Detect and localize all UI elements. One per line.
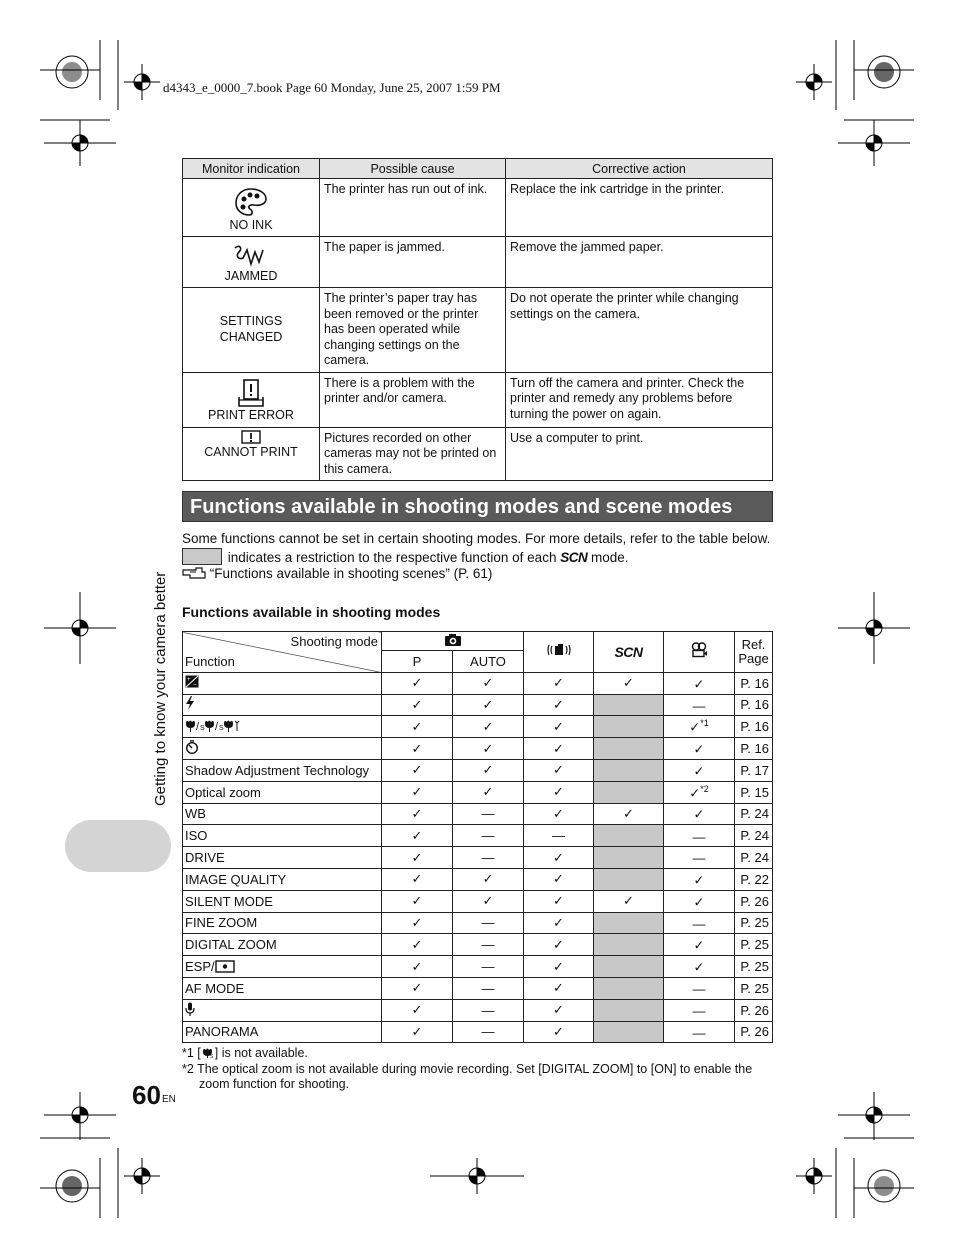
function-name-cell	[183, 825, 382, 847]
cannot-print-icon	[241, 430, 261, 444]
pointing-hand-icon	[182, 566, 206, 580]
movie-mode-cell	[664, 825, 735, 847]
stabilization-mode-cell: ✓	[524, 956, 594, 978]
table-row	[183, 977, 773, 999]
indication-cell	[183, 237, 320, 288]
indication-label: JAMMED	[224, 268, 278, 283]
auto-mode-cell: ✓	[453, 890, 524, 912]
table-row	[183, 999, 773, 1021]
footnote-1	[182, 1046, 774, 1062]
auto-mode-cell: —	[453, 912, 524, 934]
corner-shooting-mode: Shooting mode	[290, 634, 378, 649]
action-cell: Replace the ink cartridge in the printer.	[506, 179, 773, 237]
auto-mode-cell: ✓	[453, 868, 524, 890]
movie-mode-value: —	[692, 916, 706, 932]
table-row	[183, 759, 773, 781]
scn-icon: SCN	[614, 643, 643, 660]
functions-header-row-1	[183, 632, 773, 651]
stabilization-mode-cell: ✓	[524, 912, 594, 934]
function-name-cell	[183, 781, 382, 803]
movie-mode-value: —	[692, 828, 706, 844]
svg-text:/: /	[215, 720, 219, 732]
table-row	[183, 781, 773, 803]
movie-mode-value: ✓	[693, 893, 705, 909]
svg-text:S: S	[209, 1054, 214, 1058]
auto-mode-cell: —	[453, 803, 524, 825]
table-row	[183, 738, 773, 760]
chapter-label: Getting to know your camera better	[152, 571, 169, 806]
stabilization-mode-cell: ✓	[524, 868, 594, 890]
intro-text-block	[182, 531, 774, 582]
header-ref-page	[735, 632, 773, 673]
scene-mode-cell: ✓	[594, 803, 664, 825]
ref-page-cell: P. 26	[735, 1021, 773, 1043]
function-name-cell	[183, 694, 382, 716]
p-mode-cell: ✓	[382, 694, 453, 716]
movie-mode-value: ✓	[693, 937, 705, 953]
movie-mode-value: ✓	[693, 675, 705, 691]
table-row	[183, 672, 773, 694]
p-mode-cell: ✓	[382, 977, 453, 999]
auto-mode-cell: —	[453, 999, 524, 1021]
chapter-tab	[65, 820, 171, 872]
cause-cell: Pictures recorded on other cameras may not be printed on this camera.	[320, 427, 506, 481]
p-mode-cell: ✓	[382, 825, 453, 847]
exposure-compensation-icon	[185, 675, 199, 688]
scene-mode-cell	[594, 716, 664, 738]
super-macro-icon	[201, 1047, 215, 1058]
ref-page-cell: P. 26	[735, 999, 773, 1021]
table-row	[183, 427, 773, 481]
function-name: ISO	[185, 828, 208, 844]
microphone-icon	[185, 1002, 195, 1016]
movie-mode-cell	[664, 672, 735, 694]
stabilization-mode-cell: ✓	[524, 934, 594, 956]
stabilization-mode-cell: ✓	[524, 781, 594, 803]
ref-page-cell: P. 22	[735, 868, 773, 890]
footnotes	[182, 1046, 774, 1093]
functions-table	[182, 631, 773, 1043]
table-row	[183, 956, 773, 978]
table-row	[183, 868, 773, 890]
ref-page-cell: P. 15	[735, 781, 773, 803]
stabilization-mode-cell: ✓	[524, 694, 594, 716]
scene-mode-cell	[594, 847, 664, 869]
corner-header-cell	[183, 632, 382, 673]
function-name-cell	[183, 847, 382, 869]
indication-label: NO INK	[229, 217, 273, 232]
ref-header-line1: Ref.	[741, 636, 766, 652]
header-monitor-indication: Monitor indication	[183, 159, 320, 179]
function-name-cell	[183, 890, 382, 912]
scn-mode-label: SCN	[560, 550, 588, 565]
action-cell: Use a computer to print.	[506, 427, 773, 481]
scene-mode-cell	[594, 781, 664, 803]
header-scene-mode	[594, 632, 664, 673]
function-name-cell	[183, 672, 382, 694]
stabilization-mode-cell: ✓	[524, 977, 594, 999]
function-name-cell	[183, 716, 382, 738]
p-mode-cell: ✓	[382, 956, 453, 978]
auto-mode-cell: —	[453, 934, 524, 956]
stabilization-mode-cell: ✓	[524, 1021, 594, 1043]
scene-mode-cell: ✓	[594, 672, 664, 694]
function-name-cell	[183, 759, 382, 781]
function-name: AF MODE	[185, 980, 245, 996]
auto-mode-cell: ✓	[453, 738, 524, 760]
auto-mode-cell: ✓	[453, 781, 524, 803]
ref-header-line2: Page	[738, 650, 769, 666]
function-name-cell	[183, 1021, 382, 1043]
movie-mode-value: ✓	[689, 719, 701, 735]
auto-mode-cell: —	[453, 956, 524, 978]
movie-mode-cell	[664, 694, 735, 716]
restriction-text: indicates a restriction to the respective function of each	[227, 550, 557, 565]
movie-mode-value: —	[692, 850, 706, 866]
function-name: DRIVE	[185, 850, 225, 866]
cause-cell: The printer has run out of ink.	[320, 179, 506, 237]
restriction-swatch	[182, 548, 222, 565]
table-row	[183, 694, 773, 716]
p-mode-cell: ✓	[382, 847, 453, 869]
header-auto-mode: AUTO	[453, 651, 524, 673]
scene-mode-cell	[594, 977, 664, 999]
table-row	[183, 716, 773, 738]
auto-mode-cell: ✓	[453, 694, 524, 716]
error-table-header	[183, 159, 773, 179]
page-number: 60	[132, 1080, 161, 1110]
svg-text:−: −	[193, 682, 197, 689]
corner-function: Function	[185, 653, 235, 669]
svg-text:S: S	[219, 724, 224, 732]
movie-mode-cell	[664, 956, 735, 978]
footnote-1-text-a: *1 [	[182, 1046, 201, 1060]
function-name-cell	[183, 803, 382, 825]
movie-footnote-ref: *2	[700, 783, 709, 794]
indication-cell	[183, 288, 320, 373]
indication-label: CANNOT PRINT	[204, 444, 298, 459]
movie-mode-cell	[664, 999, 735, 1021]
scene-mode-cell	[594, 759, 664, 781]
movie-mode-cell	[664, 716, 735, 738]
header-possible-cause: Possible cause	[320, 159, 506, 179]
header-corrective-action: Corrective action	[506, 159, 773, 179]
ref-page-cell: P. 25	[735, 956, 773, 978]
stabilization-mode-cell: ✓	[524, 738, 594, 760]
table-row	[183, 912, 773, 934]
table-row	[183, 890, 773, 912]
table-row	[183, 934, 773, 956]
function-name-cell	[183, 934, 382, 956]
movie-mode-value: —	[692, 698, 706, 714]
scene-mode-cell	[594, 912, 664, 934]
scene-mode-cell	[594, 956, 664, 978]
p-mode-cell: ✓	[382, 999, 453, 1021]
movie-mode-value: ✓	[693, 959, 705, 975]
auto-mode-cell: —	[453, 825, 524, 847]
table-row	[183, 179, 773, 237]
scene-mode-cell	[594, 825, 664, 847]
p-mode-cell: ✓	[382, 1021, 453, 1043]
ref-page-cell: P. 24	[735, 803, 773, 825]
restriction-note	[182, 548, 774, 566]
auto-mode-cell: —	[453, 847, 524, 869]
p-mode-cell: ✓	[382, 738, 453, 760]
flash-icon	[185, 696, 195, 710]
spot-metering-icon	[215, 960, 235, 973]
stabilization-mode-cell: ✓	[524, 716, 594, 738]
function-name: WB	[185, 806, 206, 822]
movie-mode-cell	[664, 759, 735, 781]
function-name-cell	[183, 912, 382, 934]
function-name: PANORAMA	[185, 1024, 259, 1040]
p-mode-cell: ✓	[382, 781, 453, 803]
stabilization-mode-cell: ✓	[524, 847, 594, 869]
movie-mode-cell	[664, 781, 735, 803]
movie-mode-value: —	[692, 1025, 706, 1041]
macro-supermacro-icon	[185, 719, 245, 732]
p-mode-cell: ✓	[382, 803, 453, 825]
action-cell: Turn off the camera and printer. Check the printer and remedy any problems before turning the power on again.	[506, 372, 773, 427]
movie-mode-value: —	[692, 1003, 706, 1019]
action-cell: Do not operate the printer while changing settings on the camera.	[506, 288, 773, 373]
movie-icon	[690, 642, 708, 658]
scene-mode-cell	[594, 738, 664, 760]
page-language: EN	[162, 1094, 176, 1105]
section-title-bar	[182, 491, 773, 522]
movie-mode-value: ✓	[693, 741, 705, 757]
p-mode-cell: ✓	[382, 868, 453, 890]
ref-page-cell: P. 16	[735, 694, 773, 716]
auto-mode-cell: ✓	[453, 716, 524, 738]
movie-mode-cell	[664, 847, 735, 869]
paper-jam-icon	[231, 244, 271, 268]
digital-image-stabilization-icon	[547, 642, 571, 658]
p-mode-cell: ✓	[382, 716, 453, 738]
cross-reference-text: “Functions available in shooting scenes” (P. 61)	[209, 566, 493, 581]
table-row	[183, 288, 773, 373]
intro-paragraph: Some functions cannot be set in certain shooting modes. For more details, refer to the table below.	[182, 531, 771, 546]
table-row	[183, 803, 773, 825]
ref-page-cell: P. 24	[735, 847, 773, 869]
scene-mode-cell	[594, 694, 664, 716]
indication-label: PRINT ERROR	[208, 408, 294, 422]
stabilization-mode-cell: ✓	[524, 759, 594, 781]
table-row	[183, 1021, 773, 1043]
table-row	[183, 372, 773, 427]
auto-mode-cell: ✓	[453, 672, 524, 694]
scene-mode-cell	[594, 1021, 664, 1043]
indication-label: SETTINGS CHANGED	[219, 314, 283, 344]
movie-mode-cell	[664, 912, 735, 934]
p-mode-cell: ✓	[382, 912, 453, 934]
header-camera-mode	[382, 632, 524, 651]
ink-palette-icon	[234, 187, 268, 217]
movie-mode-value: —	[692, 981, 706, 997]
functions-table-body	[183, 672, 773, 1043]
scene-mode-cell	[594, 999, 664, 1021]
auto-mode-cell: ✓	[453, 759, 524, 781]
function-name: Shadow Adjustment Technology	[185, 762, 370, 778]
ref-page-cell: P. 25	[735, 934, 773, 956]
action-cell: Remove the jammed paper.	[506, 237, 773, 288]
cause-cell: The paper is jammed.	[320, 237, 506, 288]
scene-mode-cell	[594, 868, 664, 890]
header-stabilization-mode	[524, 632, 594, 673]
movie-mode-cell	[664, 890, 735, 912]
table-row	[183, 847, 773, 869]
movie-mode-value: ✓	[693, 872, 705, 888]
movie-mode-cell	[664, 934, 735, 956]
stabilization-mode-cell: ✓	[524, 890, 594, 912]
function-name: FINE ZOOM	[185, 915, 258, 931]
movie-footnote-ref: *1	[700, 718, 709, 729]
p-mode-cell: ✓	[382, 759, 453, 781]
svg-text:S: S	[200, 724, 205, 732]
camera-icon	[444, 633, 462, 647]
p-mode-cell: ✓	[382, 890, 453, 912]
ref-page-cell: P. 25	[735, 912, 773, 934]
cause-cell: The printer’s paper tray has been removed or the printer has been operated while changing settings on the camera.	[320, 288, 506, 373]
movie-mode-cell	[664, 1021, 735, 1043]
footnote-1-text-b: ] is not available.	[214, 1046, 308, 1060]
auto-mode-cell: —	[453, 977, 524, 999]
svg-text:/: /	[196, 720, 200, 732]
movie-mode-cell	[664, 803, 735, 825]
stabilization-mode-cell: ✓	[524, 999, 594, 1021]
auto-mode-cell: —	[453, 1021, 524, 1043]
function-name: ESP/	[185, 959, 215, 975]
error-table	[182, 158, 773, 481]
scene-mode-cell	[594, 934, 664, 956]
function-name-cell	[183, 956, 382, 978]
ref-page-cell: P. 25	[735, 977, 773, 999]
indication-cell	[183, 372, 320, 427]
movie-mode-cell	[664, 977, 735, 999]
subheading: Functions available in shooting modes	[182, 604, 441, 620]
movie-mode-value: ✓	[693, 763, 705, 779]
indication-cell	[183, 427, 320, 481]
indication-cell	[183, 179, 320, 237]
movie-mode-value: ✓	[693, 806, 705, 822]
restriction-text-end: mode.	[591, 550, 629, 565]
movie-mode-value: ✓	[689, 784, 701, 800]
cross-reference	[182, 566, 774, 582]
stabilization-mode-cell: ✓	[524, 803, 594, 825]
ref-page-cell: P. 24	[735, 825, 773, 847]
ref-page-cell: P. 16	[735, 738, 773, 760]
ref-page-cell: P. 17	[735, 759, 773, 781]
function-name: DIGITAL ZOOM	[185, 937, 277, 953]
header-movie-mode	[664, 632, 735, 673]
function-name-cell	[183, 738, 382, 760]
p-mode-cell: ✓	[382, 934, 453, 956]
function-name: IMAGE QUALITY	[185, 871, 287, 887]
movie-mode-cell	[664, 868, 735, 890]
function-name-cell	[183, 999, 382, 1021]
svg-text:+: +	[187, 677, 191, 684]
ref-page-cell: P. 16	[735, 716, 773, 738]
function-name: SILENT MODE	[185, 893, 273, 909]
footnote-2: *2 The optical zoom is not available during movie recording. Set [DIGITAL ZOOM] to [ON] to enable the zoom function for shooting.	[182, 1061, 753, 1091]
movie-mode-cell	[664, 738, 735, 760]
cause-cell: There is a problem with the printer and/or camera.	[320, 372, 506, 427]
stabilization-mode-cell: —	[524, 825, 594, 847]
ref-page-cell: P. 26	[735, 890, 773, 912]
stabilization-mode-cell: ✓	[524, 672, 594, 694]
header-p-mode: P	[382, 651, 453, 673]
scene-mode-cell: ✓	[594, 890, 664, 912]
function-name: Optical zoom	[185, 784, 261, 800]
print-error-icon	[238, 379, 264, 407]
section-title: Functions available in shooting modes and scene modes	[190, 496, 733, 518]
book-header-line: d4343_e_0000_7.book Page 60 Monday, June 25, 2007 1:59 PM	[163, 80, 501, 95]
p-mode-cell: ✓	[382, 672, 453, 694]
function-name-cell	[183, 868, 382, 890]
ref-page-cell: P. 16	[735, 672, 773, 694]
function-name-cell	[183, 977, 382, 999]
table-row	[183, 825, 773, 847]
self-timer-icon	[185, 740, 199, 754]
table-row	[183, 237, 773, 288]
